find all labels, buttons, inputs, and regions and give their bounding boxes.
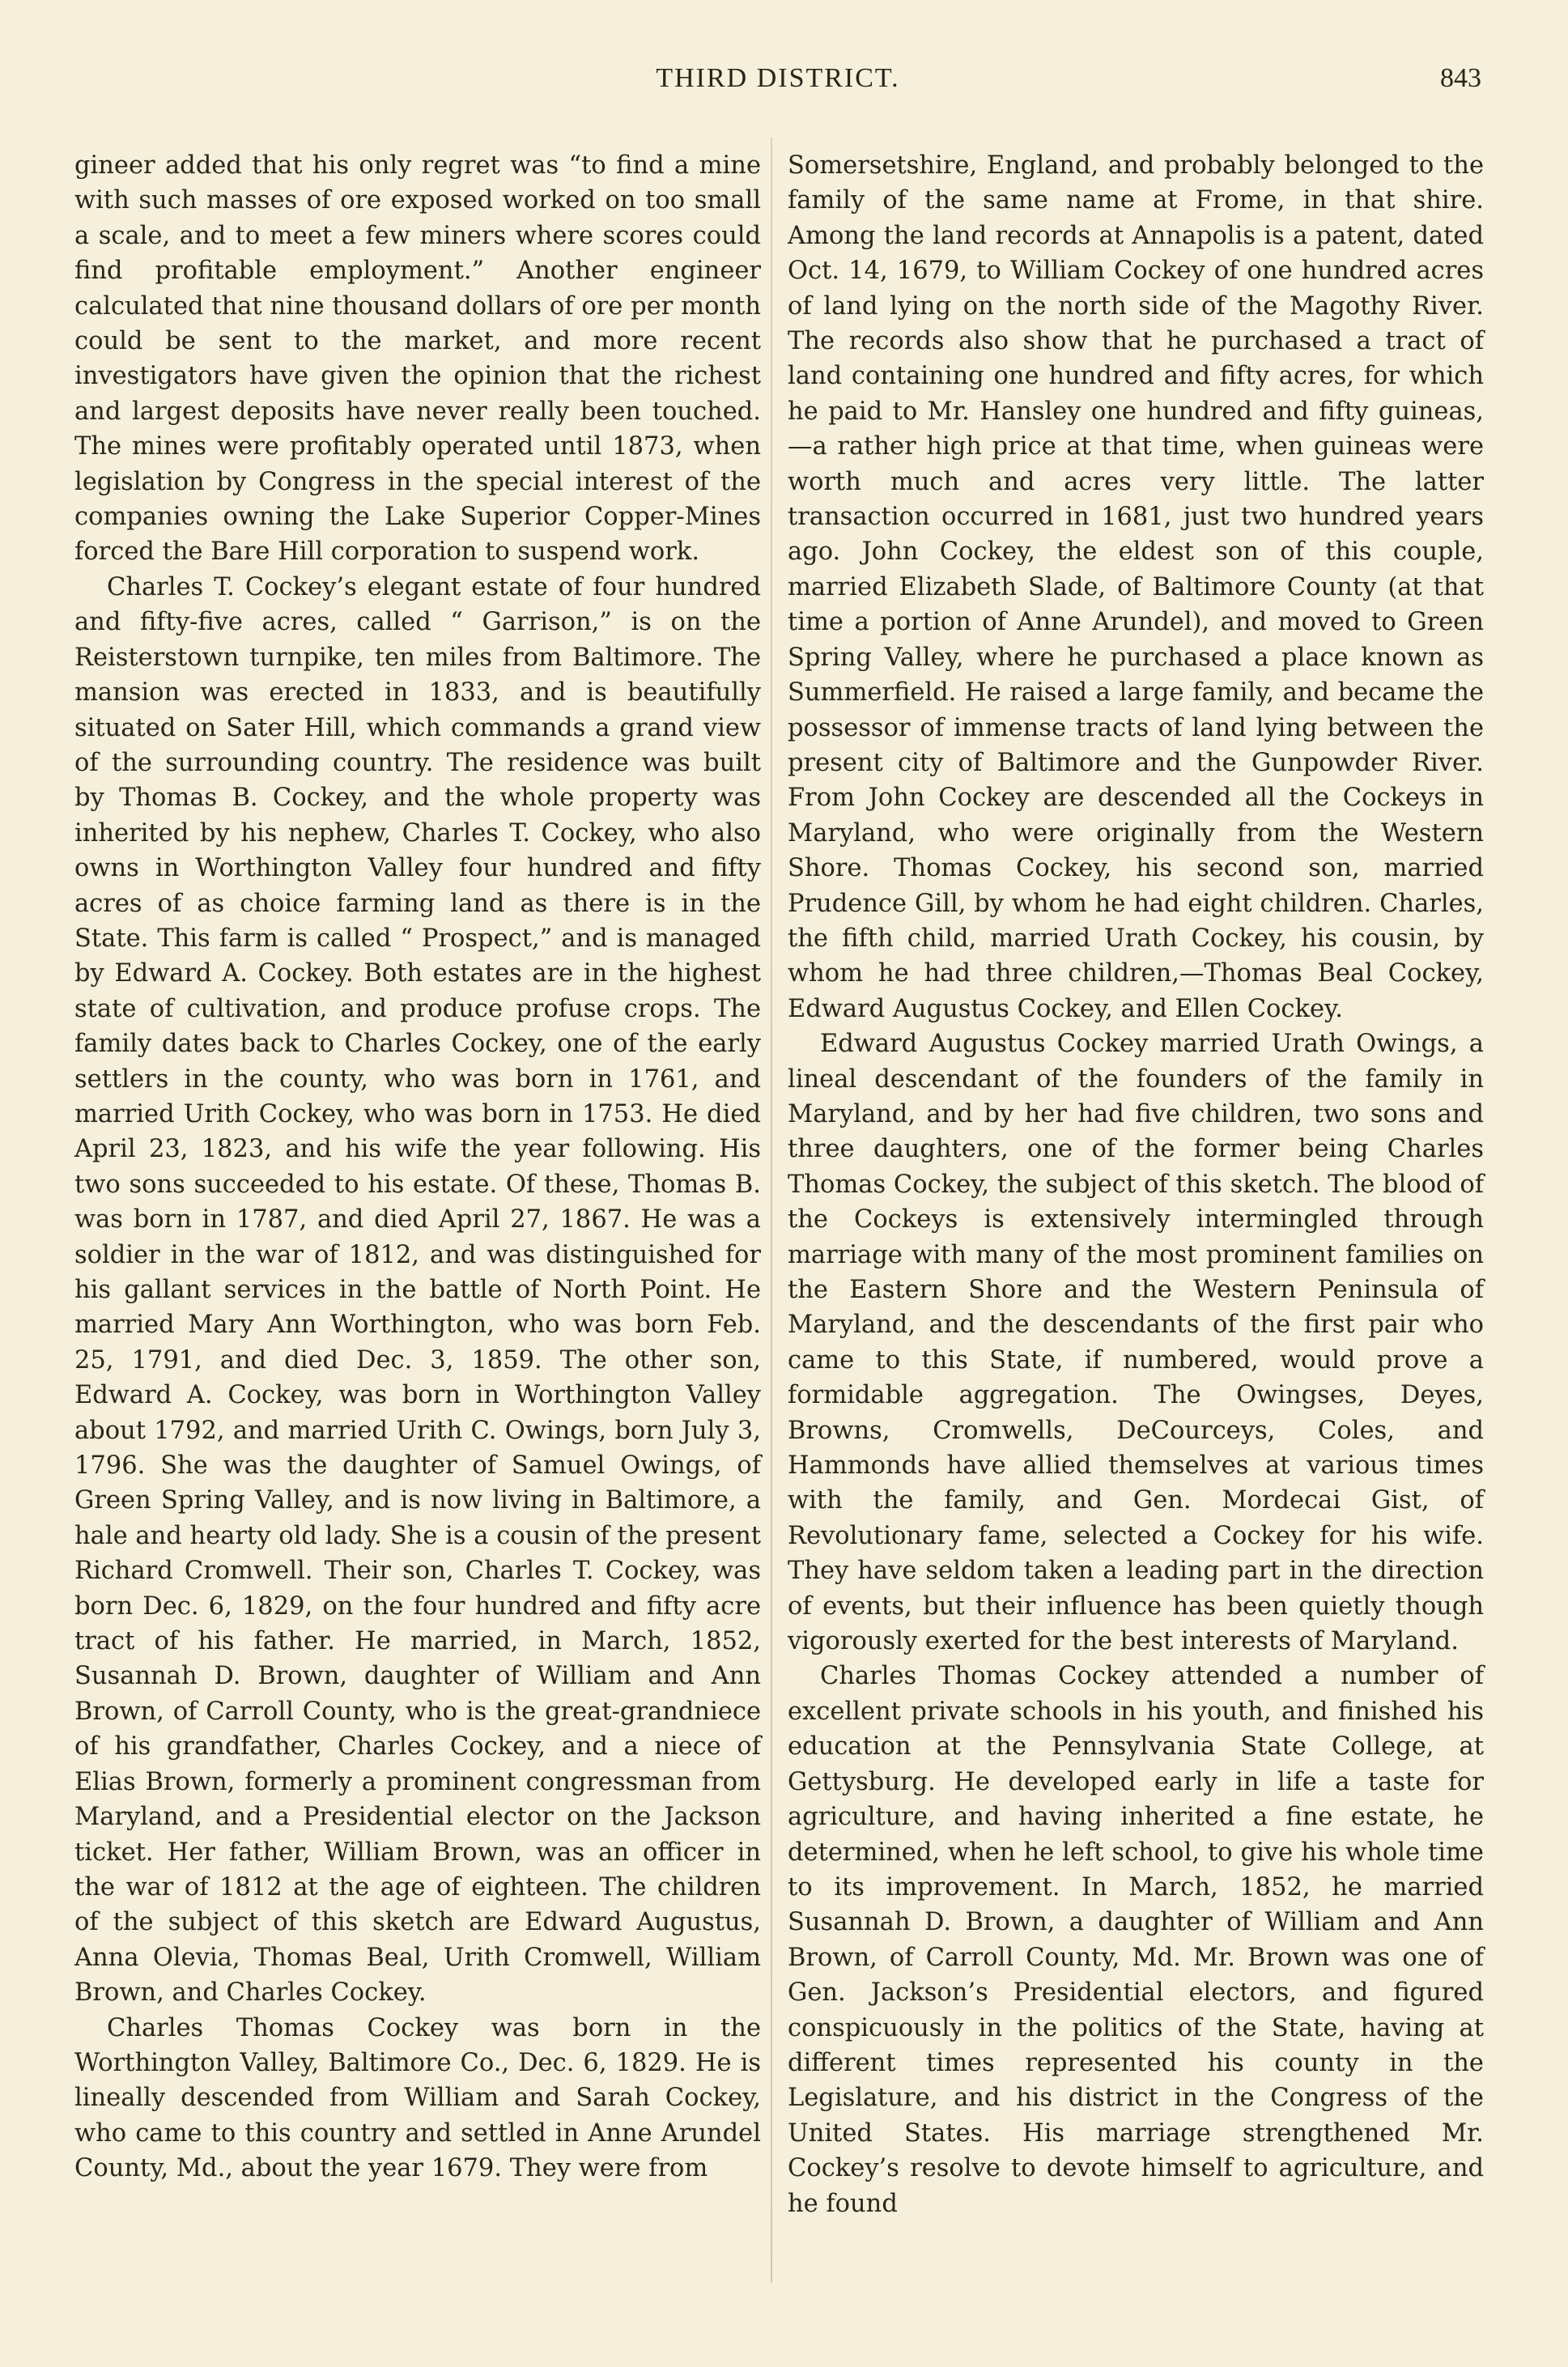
paragraph: gineer added that his only regret was “to find a mine with such masses of ore exposed worked on too small a scale, and to meet a few miners where scores could find profitable employment.” Another engineer calculated that nine thousand dollars of ore per month could be sent to the market, and more recent investigators have given the opinion that the richest and largest deposits have never really been touched. The mines were profitably operated until 1873, when legislation by Congress in the special interest of the companies owning the Lake Superior Copper-Mines forced the Bare Hill corporation to suspend work. [74, 151, 761, 567]
column-divider [771, 138, 772, 2283]
paragraph: Charles Thomas Cockey attended a number of excellent private schools in his youth, and finished his education at the Pennsylvania State College, at Gettysburg. He developed early in life a taste for agriculture, and having inherited a fine estate, he determined, when he left school, to give his whole time to its improvement. In March, 1852, he married Susannah D. Brown, a daughter of William and Ann Brown, of Carroll County, Md. Mr. Brown was one of Gen. Jackson’s Presidential electors, and figured conspicuously in the politics of the State, having at different times represented his county in the Legislature, and his district in the Congress of the United States. His marriage strengthened Mr. Cockey’s resolve to devote himself to agriculture, and he found [788, 1662, 1484, 2218]
paragraph: Charles T. Cockey’s elegant estate of four hundred and fifty-five acres, called “ Garrison,” is on the Reisterstown turnpike, ten miles from Baltimore. The mansion was erected in 1833, and is beautifully situated on Sater Hill, which commands a grand view of the surrounding country. The residence was built by Thomas B. Cockey, and the whole property was inherited by his nephew, Charles T. Cockey, who also owns in Worthington Valley four hundred and fifty acres of as choice farming land as there is in the State. This farm is called “ Prospect,” and is managed by Edward A. Cockey. Both estates are in the highest state of cultivation, and produce profuse crops. The family dates back to Charles Cockey, one of the early settlers in the county, who was born in 1761, and married Urith Cockey, who was born in 1753. He died April 23, 1823, and his wife the year following. His two sons succeeded to his estate. Of these, Thomas B. was born in 1787, and died April 27, 1867. He was a soldier in the war of 1812, and was distinguished for his gallant services in the battle of North Point. He married Mary Ann Worthington, who was born Feb. 25, 1791, and died Dec. 3, 1859. The other son, Edward A. Cockey, was born in Worthington Valley about 1792, and married Urith C. Owings, born July 3, 1796. She was the daughter of Samuel Owings, of Green Spring Valley, and is now living in Baltimore, a hale and hearty old lady. She is a cousin of the present Richard Cromwell. Their son, Charles T. Cockey, was born Dec. 6, 1829, on the four hundred and fifty acre tract of his father. He married, in March, 1852, Susannah D. Brown, daughter of William and Ann Brown, of Carroll County, who is the great-grandniece of his grandfather, Charles Cockey, and a niece of Elias Brown, formerly a prominent congressman from Maryland, and a Presidential elector on the Jackson ticket. Her father, William Brown, was an officer in the war of 1812 at the age of eighteen. The children of the subject of this sketch are Edward Augustus, Anna Olevia, Thomas Beal, Urith Cromwell, William Brown, and Charles Cockey. [74, 572, 761, 2008]
paragraph: Somersetshire, England, and probably belonged to the family of the same name at Frome, in that shire. Among the land records at Annapolis is a patent, dated Oct. 14, 1679, to William Cockey of one hundred acres of land lying on the north side of the Magothy River. The records also show that he purchased a tract of land containing one hundred and fifty acres, for which he paid to Mr. Hansley one hundred and fifty guineas,—a rather high price at that time, when guineas were worth much and acres very little. The latter transaction occurred in 1681, just two hundred years ago. John Cockey, the eldest son of this couple, married Elizabeth Slade, of Baltimore County (at that time a portion of Anne Arundel), and moved to Green Spring Valley, where he purchased a place known as Summerfield. He raised a large family, and became the possessor of immense tracts of land lying between the present city of Baltimore and the Gunpowder River. From John Cockey are descended all the Cockeys in Maryland, who were originally from the Western Shore. Thomas Cockey, his second son, married Prudence Gill, by whom he had eight children. Charles, the fifth child, married Urath Cockey, his cousin, by whom he had three children,—Thomas Beal Cockey, Edward Augustus Cockey, and Ellen Cockey. [788, 151, 1484, 1023]
paragraph: Charles Thomas Cockey was born in the Worthington Valley, Baltimore Co., Dec. 6, 1829. He is lineally descended from William and Sarah Cockey, who came to this country and settled in Anne Arundel County, Md., about the year 1679. They were from [74, 2013, 761, 2183]
page-number: 843 [1440, 63, 1481, 93]
left-column [74, 148, 761, 2186]
paragraph: Edward Augustus Cockey married Urath Owings, a lineal descendant of the founders of the family in Maryland, and by her had five children, two sons and three daughters, one of the former being Charles Thomas Cockey, the subject of this sketch. The blood of the Cockeys is extensively intermingled through marriage with many of the most prominent families on the Eastern Shore and the Western Peninsula of Maryland, and the descendants of the first pair who came to this State, if numbered, would prove a formidable aggregation. The Owingses, Deyes, Browns, Cromwells, DeCourceys, Coles, and Hammonds have allied themselves at various times with the family, and Gen. Mordecai Gist, of Revolutionary fame, selected a Cockey for his wife. They have seldom taken a leading part in the direction of events, but their influence has been quietly though vigorously exerted for the best interests of Maryland. [788, 1030, 1484, 1656]
page-header [74, 63, 1481, 112]
right-column [788, 148, 1484, 2221]
running-title: THIRD DISTRICT. [656, 63, 900, 93]
